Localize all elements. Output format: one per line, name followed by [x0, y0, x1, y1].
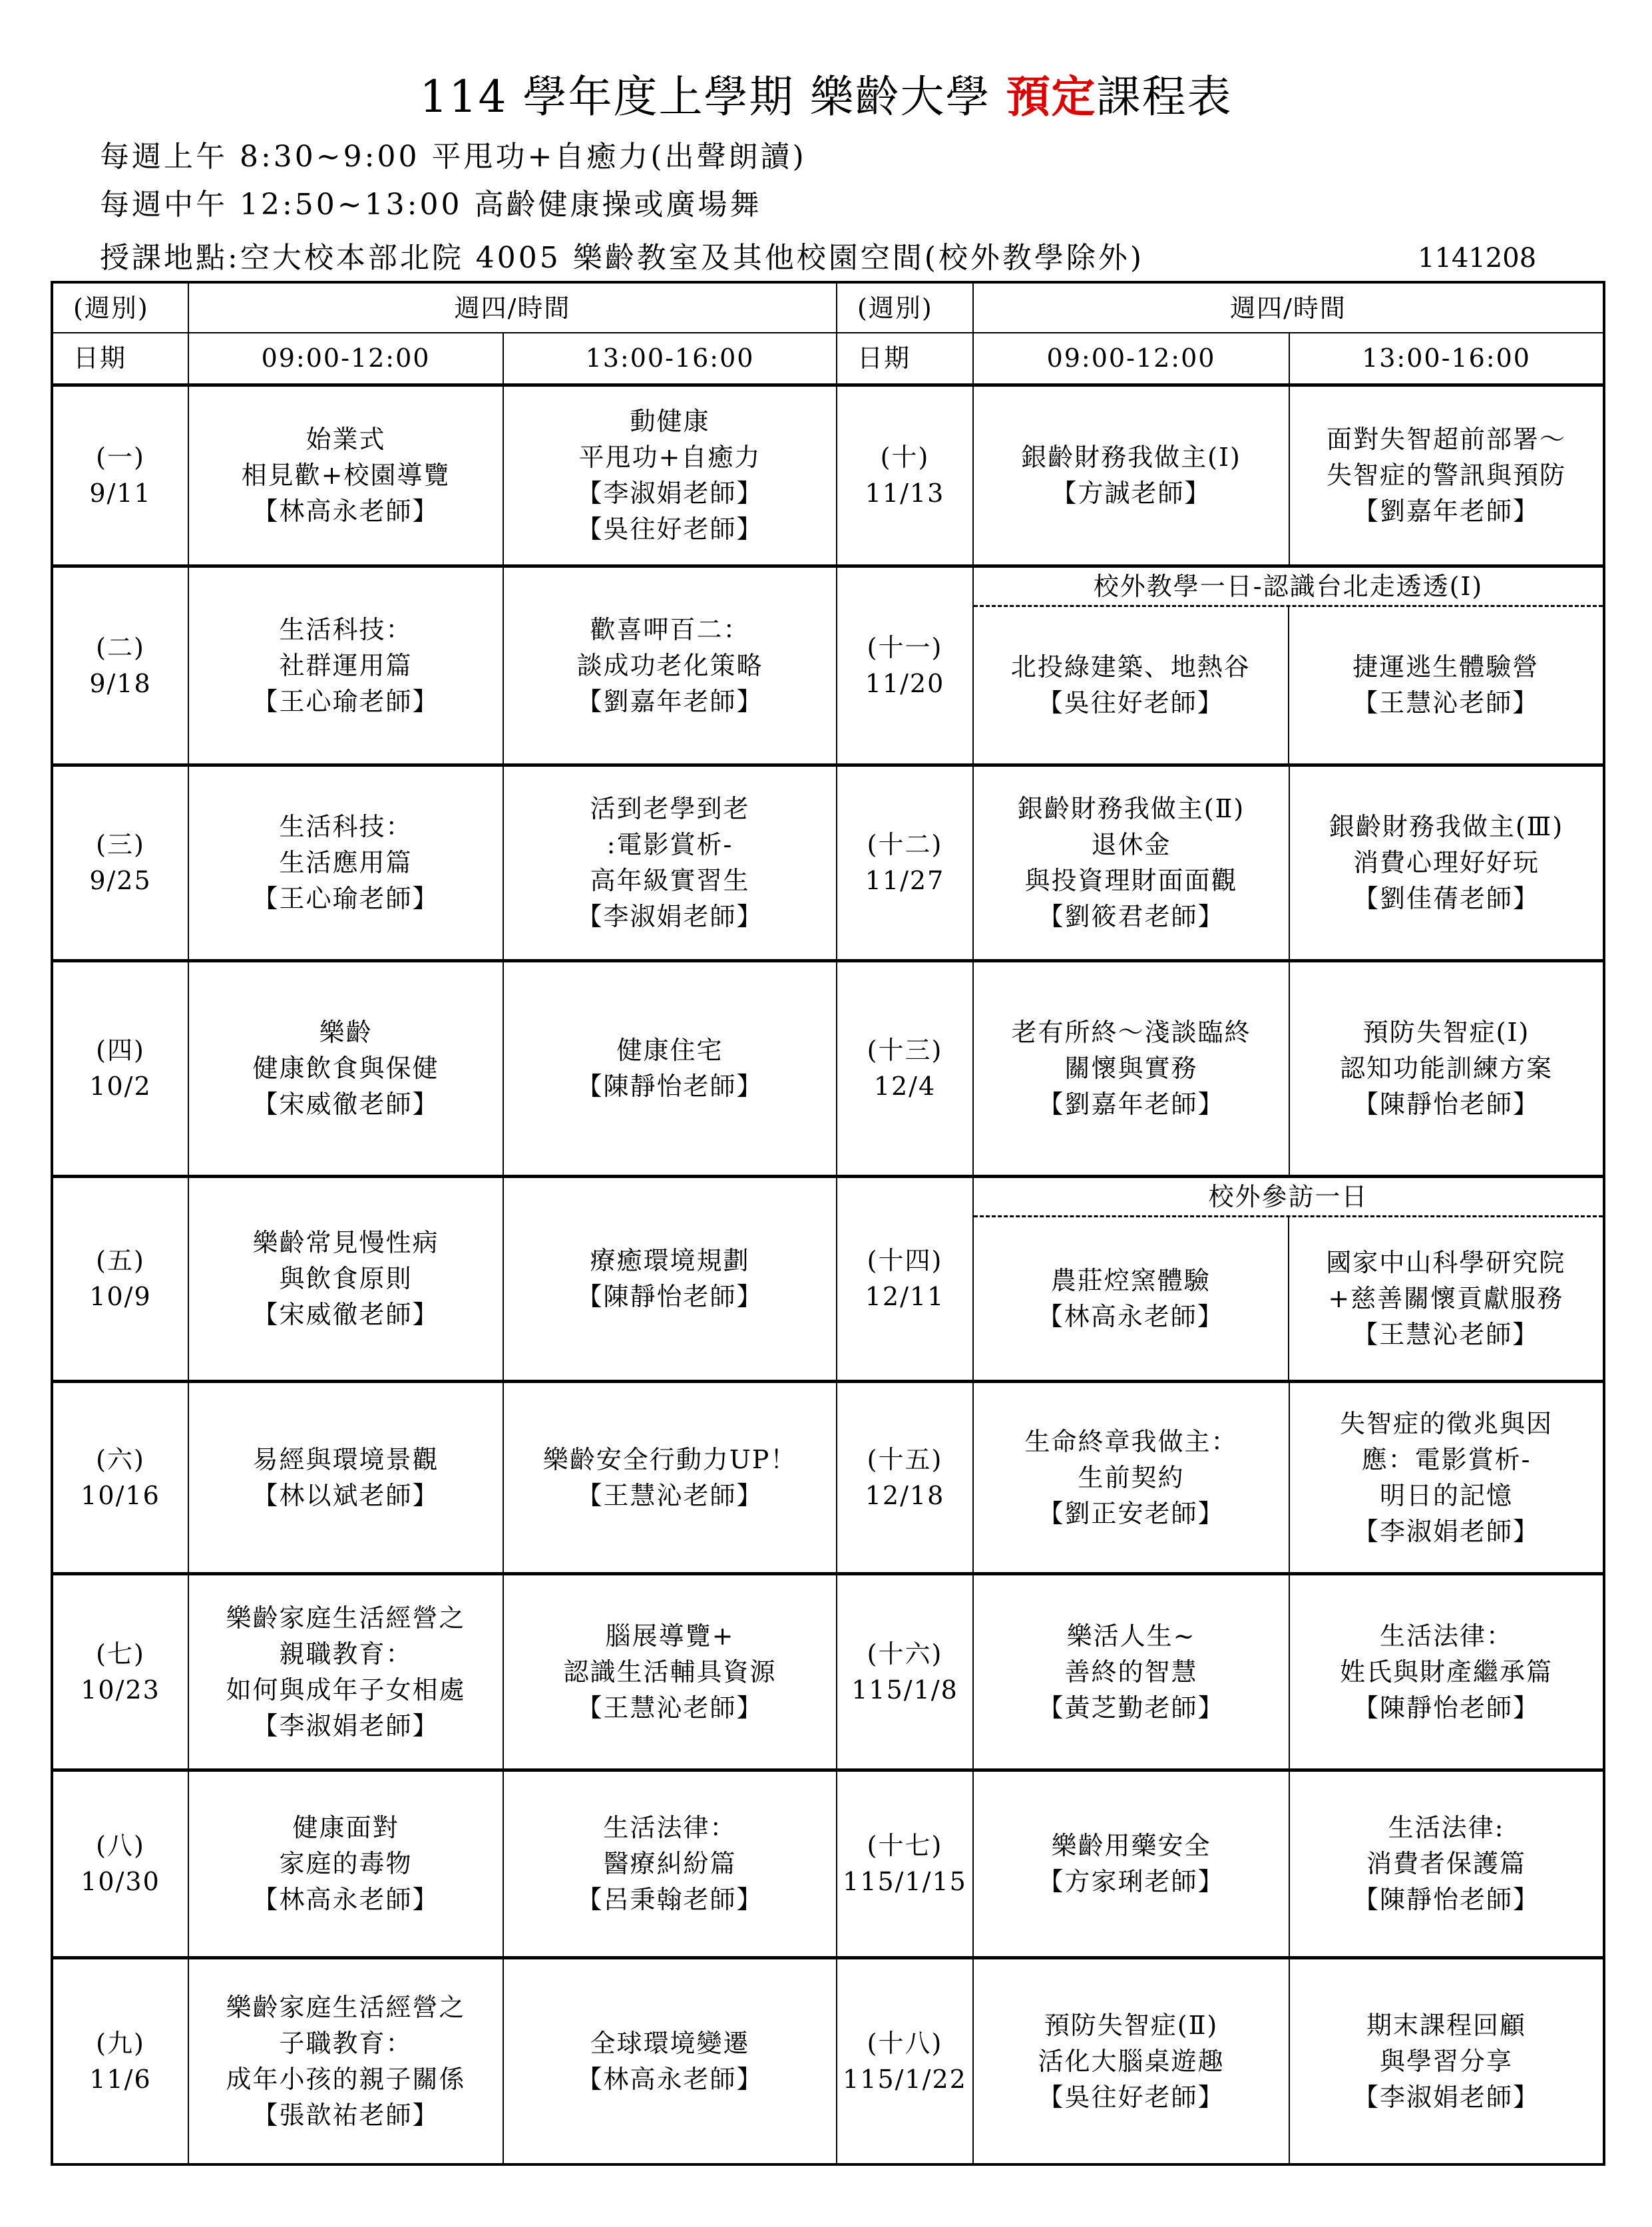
class-date: 10/16: [81, 1480, 160, 1510]
afternoon-course-cell: [503, 1770, 837, 1957]
afternoon-time-right: 13:00-16:00: [1289, 333, 1604, 385]
week-number: (十五): [867, 1444, 943, 1474]
table-row: [52, 1176, 1604, 1381]
cell-line: 姓氏與財產繼承篇: [1339, 1657, 1553, 1687]
cell-line: 【劉佳蒨老師】: [1352, 884, 1540, 913]
cell-line: 【陳靜怡老師】: [1352, 1090, 1540, 1119]
cell-line: 【呂秉翰老師】: [576, 1885, 763, 1914]
morning-course-cell: [188, 1957, 503, 2164]
cell-line: 【劉嘉年老師】: [1038, 1090, 1225, 1119]
morning-course-cell: [973, 1770, 1289, 1957]
class-date: 9/18: [89, 668, 152, 698]
week-date-cell: [837, 566, 973, 765]
cell-line: 樂活人生~: [1066, 1621, 1196, 1651]
morning-course-cell: [188, 1176, 503, 1381]
cell-line: 失智症的徵兆與因: [1339, 1408, 1553, 1438]
cell-line: 面對失智超前部署～: [1326, 425, 1566, 454]
morning-course-cell: [973, 765, 1289, 960]
cell-line: 認識生活輔具資源: [563, 1657, 777, 1687]
week-number: (二): [96, 632, 145, 662]
cell-line: 消費心理好好玩: [1352, 848, 1540, 877]
cell-line: 樂齡: [319, 1018, 373, 1047]
cell-line: 失智症的警訊與預防: [1326, 461, 1566, 490]
week-number: (四): [96, 1036, 145, 1065]
morning-course-cell: [188, 960, 503, 1176]
week-number: (十一): [867, 632, 943, 662]
class-date: 9/11: [89, 479, 152, 508]
week-date-cell: [52, 566, 188, 765]
class-date: 10/23: [81, 1675, 160, 1705]
week-number: (七): [96, 1639, 145, 1669]
week-number: (三): [96, 830, 145, 859]
morning-course-cell: [188, 385, 503, 566]
morning-course-cell: [188, 566, 503, 765]
table-header-row-2: [52, 333, 1604, 385]
week-date-cell: [837, 1176, 973, 1381]
cell-line: 醫療糾紛篇: [603, 1849, 737, 1878]
afternoon-time-left: 13:00-16:00: [503, 333, 837, 385]
title-highlight: 預定: [1006, 71, 1097, 122]
week-date-cell: [837, 960, 973, 1176]
cell-line: 關懷與實務: [1064, 1054, 1198, 1083]
cell-line: 銀齡財務我做主(Ⅰ): [1021, 443, 1241, 472]
afternoon-course-cell: [1289, 1381, 1604, 1573]
class-date: 12/18: [865, 1480, 945, 1510]
week-date-cell: [52, 1770, 188, 1957]
cell-line: 樂齡用藥安全: [1051, 1831, 1211, 1860]
table-row: [52, 765, 1604, 960]
cell-line: 【宋威徹老師】: [252, 1090, 439, 1119]
afternoon-course-cell: [1289, 1573, 1604, 1770]
cell-line: +慈善關懷貢獻服務: [1328, 1283, 1564, 1313]
cell-line: 【王慧沁老師】: [1352, 688, 1540, 717]
morning-time-left: 09:00-12:00: [188, 333, 503, 385]
week-date-cell: [52, 765, 188, 960]
cell-line: 退休金: [1091, 830, 1171, 859]
page-title: [0, 67, 1652, 127]
class-date: 10/9: [89, 1282, 152, 1311]
cell-line: 健康飲食與保健: [252, 1054, 439, 1083]
week-date-cell: [52, 1176, 188, 1381]
cell-line: 【吳往好老師】: [1038, 2082, 1225, 2112]
cell-line: 【黃芝勤老師】: [1038, 1693, 1225, 1722]
week-number: (十六): [867, 1639, 943, 1669]
week-date-cell: [837, 765, 973, 960]
cell-line: 【李淑娟老師】: [1352, 1516, 1540, 1546]
cell-line: 生活科技：: [279, 812, 413, 841]
cell-line: 【陳靜怡老師】: [1352, 1693, 1540, 1722]
version-code: 1141208: [1418, 243, 1537, 274]
cell-line: 全球環境變遷: [590, 2028, 750, 2058]
cell-line: 【陳靜怡老師】: [576, 1072, 763, 1101]
cell-line: 【方家琍老師】: [1038, 1867, 1225, 1896]
week-number: (十三): [867, 1036, 943, 1065]
field-trip-banner: 校外教學一日-認識台北走透透(Ⅰ): [974, 568, 1603, 607]
cell-line: 生活法律:: [1388, 1813, 1505, 1842]
cell-line: 消費者保護篇: [1366, 1849, 1526, 1878]
afternoon-course-cell: [503, 960, 837, 1176]
week-date-cell: [837, 385, 973, 566]
afternoon-course-cell: [503, 1176, 837, 1381]
morning-course-cell: [974, 607, 1288, 763]
cell-line: 【李淑娟老師】: [1352, 2082, 1540, 2112]
cell-line: 【林高永老師】: [252, 497, 439, 526]
morning-course-cell: [973, 1573, 1289, 1770]
morning-course-cell: [973, 1381, 1289, 1573]
cell-line: 【劉嘉年老師】: [1352, 497, 1540, 526]
cell-line: 【宋威徹老師】: [252, 1300, 439, 1329]
afternoon-course-cell: [1288, 1217, 1603, 1380]
week-date-cell: [837, 1381, 973, 1573]
cell-line: 【王心瑜老師】: [252, 686, 439, 716]
cell-line: 【李淑娟老師】: [576, 479, 763, 508]
class-date: 10/30: [81, 1867, 160, 1896]
cell-line: 健康面對: [292, 1813, 399, 1842]
cell-line: 【張歆祐老師】: [252, 2100, 439, 2130]
day-time-label-left: 週四/時間: [188, 282, 837, 333]
cell-line: 談成功老化策略: [576, 650, 763, 680]
cell-line: 【王慧沁老師】: [576, 1693, 763, 1722]
cell-line: 易經與環境景觀: [252, 1444, 439, 1474]
morning-course-cell: [188, 765, 503, 960]
cell-line: 老有所終～淺談臨終: [1011, 1018, 1251, 1047]
afternoon-course-cell: [503, 765, 837, 960]
cell-line: 樂齡家庭生活經營之: [226, 1992, 466, 2022]
class-date: 11/6: [89, 2064, 152, 2094]
week-number: (十八): [867, 2028, 943, 2058]
week-number: (九): [96, 2028, 145, 2058]
cell-line: 【李淑娟老師】: [576, 902, 763, 931]
class-date: 115/1/15: [843, 1867, 967, 1896]
afternoon-course-cell: [503, 1573, 837, 1770]
cell-line: 農莊焢窯體驗: [1050, 1265, 1211, 1295]
cell-line: 【王心瑜老師】: [252, 884, 439, 913]
morning-course-cell: [188, 1770, 503, 1957]
week-date-cell: [52, 960, 188, 1176]
afternoon-course-cell: [1289, 385, 1604, 566]
cell-line: 明日的記憶: [1379, 1480, 1513, 1510]
morning-course-cell: [188, 1573, 503, 1770]
cell-line: 與投資理財面面觀: [1024, 866, 1238, 895]
class-date: 9/25: [89, 866, 152, 895]
week-label-right: (週別): [837, 282, 973, 333]
cell-line: 社群運用篇: [279, 650, 413, 680]
cell-line: 療癒環境規劃: [590, 1246, 750, 1275]
table-row: [52, 1957, 1604, 2164]
cell-line: 生活法律：: [603, 1813, 737, 1842]
table-row: [52, 1573, 1604, 1770]
cell-line: 相見歡+校園導覽: [241, 461, 451, 490]
cell-line: 腦展導覽+: [605, 1621, 735, 1651]
cell-line: 【林高永老師】: [252, 1885, 439, 1914]
table-row: [52, 566, 1604, 765]
cell-line: 【王慧沁老師】: [1352, 1319, 1540, 1349]
cell-line: 善終的智慧: [1064, 1657, 1198, 1687]
afternoon-course-cell: [503, 1957, 837, 2164]
week-date-cell: [837, 1573, 973, 1770]
week-label-left: (週別): [52, 282, 188, 333]
afternoon-course-cell: [1288, 607, 1603, 763]
cell-line: 生前契約: [1078, 1462, 1185, 1492]
class-date: 115/1/22: [843, 2064, 967, 2094]
cell-line: 【陳靜怡老師】: [1352, 1885, 1540, 1914]
cell-line: 【林以斌老師】: [252, 1480, 439, 1510]
morning-course-cell: [973, 385, 1289, 566]
cell-line: 應：電影賞析-: [1361, 1444, 1532, 1474]
class-date: 12/11: [865, 1282, 945, 1311]
class-date: 10/2: [89, 1072, 152, 1101]
cell-line: 北投綠建築、地熱谷: [1010, 652, 1251, 682]
cell-line: 銀齡財務我做主(Ⅲ): [1329, 812, 1564, 841]
field-trip-banner: 校外參訪一日: [974, 1178, 1603, 1217]
cell-line: 預防失智症(Ⅱ): [1044, 2010, 1219, 2040]
week-date-cell: [52, 1957, 188, 2164]
table-row: [52, 1770, 1604, 1957]
cell-line: 生活科技：: [279, 614, 413, 644]
afternoon-course-cell: [1289, 765, 1604, 960]
cell-line: 樂齡安全行動力UP！: [542, 1444, 797, 1474]
week-number: (十七): [867, 1831, 943, 1860]
cell-line: 子職教育：: [279, 2028, 413, 2058]
day-time-label-right: 週四/時間: [973, 282, 1604, 333]
info-noon-exercise: 每週中午 12:50~13:00 高齡健康操或廣場舞: [100, 188, 762, 222]
cell-line: 期末課程回顧: [1366, 2010, 1526, 2040]
cell-line: 預防失智症(Ⅰ): [1362, 1018, 1530, 1047]
cell-line: 如何與成年子女相處: [226, 1675, 466, 1705]
cell-line: 健康住宅: [616, 1036, 723, 1065]
afternoon-course-cell: [1289, 1957, 1604, 2164]
info-location: [100, 240, 1538, 277]
cell-line: 【劉嘉年老師】: [576, 686, 763, 716]
afternoon-course-cell: [1289, 960, 1604, 1176]
class-date: 11/27: [865, 866, 945, 895]
cell-line: 樂齡常見慢性病: [252, 1228, 439, 1257]
class-date: 12/4: [873, 1072, 936, 1101]
cell-line: :電影賞析-: [606, 830, 733, 859]
afternoon-course-cell: [1289, 1770, 1604, 1957]
week-number: (六): [96, 1444, 145, 1474]
cell-line: 動健康: [630, 407, 710, 436]
week-date-cell: [837, 1770, 973, 1957]
cell-line: 始業式: [306, 425, 386, 454]
cell-line: 【吳往好老師】: [1037, 688, 1224, 717]
week-number: (十): [880, 443, 930, 472]
morning-course-cell: [974, 1217, 1288, 1380]
class-date: 115/1/8: [851, 1675, 958, 1705]
location-text: 授課地點:空大校本部北院 4005 樂齡教室及其他校園空間(校外教學除外): [100, 241, 1145, 275]
table-row: [52, 385, 1604, 566]
cell-line: 與學習分享: [1379, 2046, 1513, 2076]
cell-line: 高年級實習生: [590, 866, 750, 895]
date-label-left: 日期: [52, 333, 188, 385]
cell-line: 捷運逃生體驗營: [1352, 652, 1540, 682]
cell-line: 【李淑娟老師】: [252, 1711, 439, 1740]
cell-line: 親職教育：: [279, 1639, 413, 1669]
cell-line: 【劉筱君老師】: [1038, 902, 1225, 931]
afternoon-course-cell: [503, 566, 837, 765]
morning-course-cell: [188, 1381, 503, 1573]
course-schedule-table: [51, 281, 1605, 2166]
cell-line: 歡喜呷百二：: [590, 614, 750, 644]
cell-line: 與飲食原則: [279, 1264, 413, 1293]
week-number: (十四): [867, 1246, 943, 1275]
cell-line: 活化大腦桌遊趣: [1038, 2046, 1225, 2076]
cell-line: 【劉正安老師】: [1038, 1498, 1225, 1528]
cell-line: 銀齡財務我做主(Ⅱ): [1017, 794, 1245, 823]
info-morning-exercise: 每週上午 8:30~9:00 平甩功+自癒力(出聲朗讀): [100, 140, 807, 174]
morning-course-cell: [973, 1957, 1289, 2164]
cell-line: 【陳靜怡老師】: [576, 1282, 763, 1311]
cell-line: 樂齡家庭生活經營之: [226, 1603, 466, 1633]
field-trip-cell: [973, 566, 1604, 765]
cell-line: 生活應用篇: [279, 848, 413, 877]
class-date: 11/20: [865, 668, 945, 698]
table-row: [52, 960, 1604, 1176]
cell-line: 【方誠老師】: [1051, 479, 1211, 508]
cell-line: 【林高永老師】: [1037, 1301, 1224, 1331]
table-header-row-1: [52, 282, 1604, 333]
cell-line: 生活法律：: [1379, 1621, 1513, 1651]
cell-line: 平甩功+自癒力: [578, 443, 761, 472]
field-trip-cell: [973, 1176, 1604, 1381]
cell-line: 成年小孩的親子關係: [226, 2064, 466, 2094]
cell-line: 生命終章我做主：: [1024, 1426, 1238, 1456]
week-number: (八): [96, 1831, 145, 1860]
morning-course-cell: [973, 960, 1289, 1176]
class-date: 11/13: [865, 479, 945, 508]
week-number: (一): [96, 443, 145, 472]
cell-line: 家庭的毒物: [279, 1849, 413, 1878]
title-suffix: 課程表: [1096, 71, 1233, 122]
cell-line: 國家中山科學研究院: [1326, 1247, 1566, 1277]
cell-line: 認知功能訓練方案: [1339, 1054, 1553, 1083]
week-date-cell: [52, 1573, 188, 1770]
cell-line: 【吳往好老師】: [576, 514, 763, 544]
week-number: (十二): [867, 830, 943, 859]
afternoon-course-cell: [503, 385, 837, 566]
cell-line: 【王慧沁老師】: [576, 1480, 763, 1510]
week-date-cell: [52, 385, 188, 566]
title-prefix: 114 學年度上學期 樂齡大學: [419, 71, 1006, 122]
cell-line: 【林高永老師】: [576, 2064, 763, 2094]
cell-line: 活到老學到老: [590, 794, 750, 823]
afternoon-course-cell: [503, 1381, 837, 1573]
week-number: (五): [96, 1246, 145, 1275]
date-label-right: 日期: [837, 333, 973, 385]
table-row: [52, 1381, 1604, 1573]
morning-time-right: 09:00-12:00: [973, 333, 1289, 385]
week-date-cell: [837, 1957, 973, 2164]
week-date-cell: [52, 1381, 188, 1573]
